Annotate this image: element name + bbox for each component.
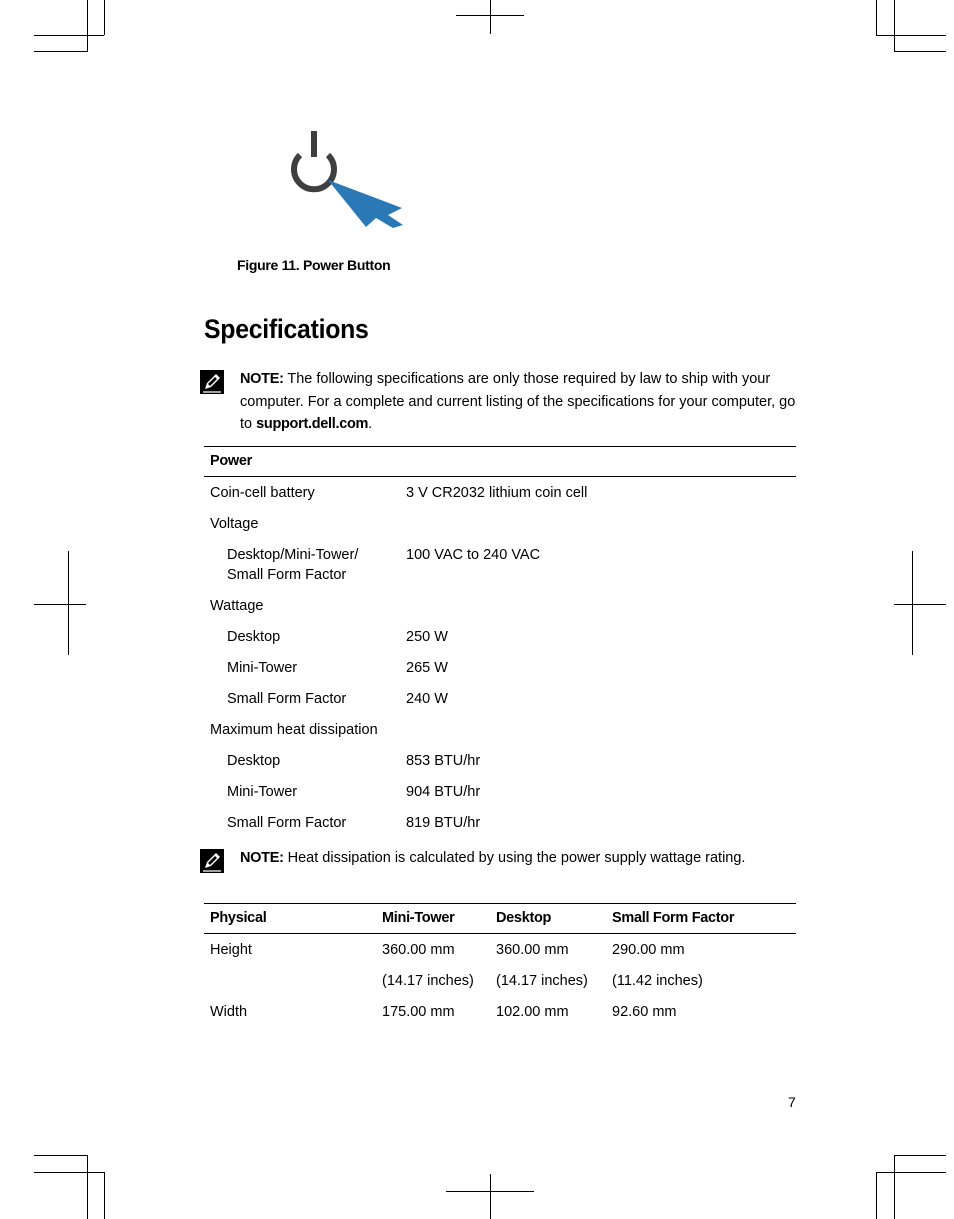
note-text	[240, 847, 796, 870]
row-value: 240 W	[406, 691, 448, 707]
note-pencil-icon	[200, 370, 224, 394]
note-label: NOTE:	[240, 371, 284, 387]
row-label-line1: Desktop/Mini-Tower/	[227, 547, 359, 563]
table-cell: 102.00 mm	[496, 1004, 569, 1020]
table-row	[204, 652, 796, 683]
row-value	[400, 714, 796, 745]
table-header-row	[204, 904, 796, 934]
row-value: 819 BTU/hr	[406, 815, 481, 831]
support-link[interactable]: support.dell.com	[256, 416, 369, 432]
row-label: Maximum heat dissipation	[210, 722, 378, 738]
row-value: 853 BTU/hr	[406, 753, 481, 769]
table-cell: Height	[210, 942, 252, 958]
row-label	[204, 539, 400, 590]
row-value: 250 W	[406, 629, 448, 645]
row-label: Wattage	[210, 598, 264, 614]
row-value	[400, 508, 796, 539]
table-header-row	[204, 447, 796, 477]
table-row	[204, 477, 796, 509]
table-cell: (11.42 inches)	[612, 973, 703, 989]
table-row	[204, 714, 796, 745]
power-button-icon	[286, 128, 408, 232]
note-text	[240, 368, 796, 436]
note-legal	[200, 368, 796, 436]
row-label: Mini-Tower	[227, 660, 298, 676]
note-label: NOTE:	[240, 850, 284, 866]
table-row	[204, 965, 796, 996]
table-cell: (14.17 inches)	[382, 973, 474, 989]
table-row	[204, 539, 796, 590]
table-row	[204, 745, 796, 776]
note-end: .	[368, 416, 373, 432]
column-header: Mini-Tower	[376, 904, 490, 934]
row-label: Mini-Tower	[227, 784, 298, 800]
table-row	[204, 621, 796, 652]
figure-caption: Figure 11. Power Button	[237, 257, 391, 273]
table-row	[204, 590, 796, 621]
column-header: Physical	[204, 904, 376, 934]
column-header: Desktop	[490, 904, 606, 934]
power-header: Power	[204, 447, 796, 477]
row-label: Desktop	[227, 629, 281, 645]
row-label: Desktop	[227, 753, 281, 769]
row-label-line2: Small Form Factor	[227, 567, 347, 583]
table-cell: (14.17 inches)	[496, 973, 588, 989]
row-value: 3 V CR2032 lithium coin cell	[406, 485, 588, 501]
page-number: 7	[788, 1094, 796, 1110]
table-cell: Width	[210, 1004, 248, 1020]
table-row	[204, 934, 796, 966]
table-row	[204, 776, 796, 807]
note-pencil-icon	[200, 849, 224, 873]
row-value: 265 W	[406, 660, 448, 676]
note-body: Heat dissipation is calculated by using the power supply wattage rating.	[283, 850, 746, 866]
row-label: Voltage	[210, 516, 259, 532]
power-button-figure	[286, 128, 408, 232]
cursor-arrow-icon	[328, 180, 403, 228]
row-value: 904 BTU/hr	[406, 784, 481, 800]
row-value: 100 VAC to 240 VAC	[406, 547, 541, 563]
table-row	[204, 807, 796, 838]
table-cell: 360.00 mm	[496, 942, 569, 958]
section-title: Specifications	[204, 314, 369, 344]
table-cell	[204, 965, 376, 996]
row-label: Small Form Factor	[227, 691, 347, 707]
table-cell: 360.00 mm	[382, 942, 455, 958]
table-cell: 92.60 mm	[612, 1004, 677, 1020]
power-table	[204, 446, 796, 838]
row-label: Small Form Factor	[227, 815, 347, 831]
note-heat	[200, 847, 796, 870]
note-body: The following specifications are only those required by law to ship with your computer. For a complete and current listing of the specifications for your computer, go to	[240, 371, 796, 432]
column-header: Small Form Factor	[606, 904, 796, 934]
row-value	[400, 590, 796, 621]
row-label: Coin-cell battery	[210, 485, 315, 501]
table-cell: 175.00 mm	[382, 1004, 455, 1020]
table-row	[204, 508, 796, 539]
table-row	[204, 996, 796, 1027]
table-cell: 290.00 mm	[612, 942, 685, 958]
physical-table	[204, 903, 796, 1027]
table-row	[204, 683, 796, 714]
